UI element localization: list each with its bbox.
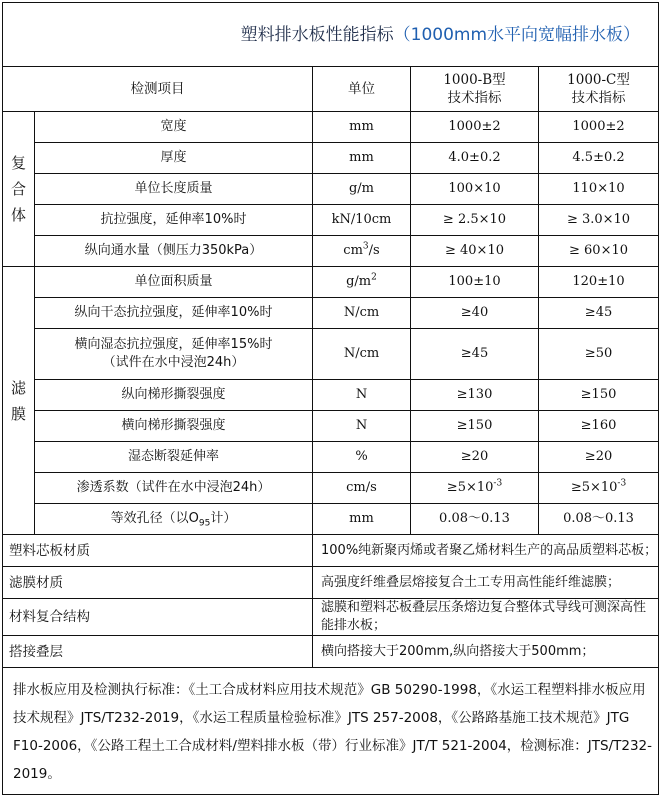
row-c-value: ≥ 3.0×10: [539, 205, 659, 236]
header-b-line2: 技术指标: [447, 90, 502, 106]
unit-superscript: 2: [371, 272, 377, 283]
row-c-value: 1000±2: [539, 112, 659, 143]
title-row: [3, 3, 659, 67]
row-b-value: [411, 473, 539, 504]
row-c-value: ≥45: [539, 298, 659, 329]
table-row: [3, 380, 659, 411]
row-c-value: 4.5±0.2: [539, 143, 659, 174]
group-char: 合: [10, 180, 26, 198]
group-char: 膜: [10, 404, 26, 423]
row-item: [35, 329, 313, 380]
row-c-value: ≥50: [539, 329, 659, 380]
row-item: 抗拉强度，延伸率10%时: [35, 205, 313, 236]
item-rest: 计）: [210, 511, 237, 526]
row-item: 纵向通水量（侧压力350kPa）: [35, 236, 313, 267]
row-item: 厚度: [35, 143, 313, 174]
unit-superscript: 3: [362, 241, 369, 252]
material-text: 高强度纤维叠层熔接复合土工专用高性能纤维滤膜；: [313, 567, 659, 599]
table-row: [3, 473, 659, 504]
item-base: 等效孔径（以O: [110, 511, 199, 526]
material-label: 塑料芯板材质: [3, 535, 313, 567]
row-c-value: 110×10: [539, 174, 659, 205]
material-row: [3, 636, 659, 668]
row-item: 渗透系数（试件在水中浸泡24h）: [35, 473, 313, 504]
header-b: [411, 67, 539, 112]
row-unit: mm: [313, 112, 411, 143]
header-unit: 单位: [313, 67, 411, 112]
table-row: [3, 298, 659, 329]
value-base: ≥5×10: [570, 480, 618, 495]
group-label-composite: [3, 112, 35, 267]
row-b-value: 1000±2: [411, 112, 539, 143]
header-c: [539, 67, 659, 112]
row-item-line2: （试件在水中浸泡24h）: [102, 355, 245, 370]
row-b-value: 0.08～0.13: [411, 504, 539, 535]
table-row: [3, 504, 659, 535]
row-b-value: ≥ 2.5×10: [411, 205, 539, 236]
header-c-line2: 技术指标: [571, 90, 626, 106]
row-b-value: ≥130: [411, 380, 539, 411]
material-row: [3, 599, 659, 636]
material-text: 滤膜和塑料芯板叠层压条熔边复合整体式导线可测深高性能排水板；: [313, 599, 659, 636]
row-unit: N: [313, 411, 411, 442]
row-item: 纵向梯形撕裂强度: [35, 380, 313, 411]
row-b-value: 4.0±0.2: [411, 143, 539, 174]
table-row: [3, 267, 659, 298]
row-item: 纵向干态抗拉强度，延伸率10%时: [35, 298, 313, 329]
material-label: 滤膜材质: [3, 567, 313, 599]
unit-base: cm: [343, 243, 363, 258]
row-b-value: ≥20: [411, 442, 539, 473]
title-sub: （1000mm水平向宽幅排水板）: [393, 24, 641, 45]
value-superscript: -3: [493, 478, 503, 489]
row-b-value: ≥ 40×10: [411, 236, 539, 267]
row-item: 单位面积质量: [35, 267, 313, 298]
row-unit: %: [313, 442, 411, 473]
group-char: 滤: [10, 378, 26, 397]
row-unit: kN/10cm: [313, 205, 411, 236]
item-subscript: 95: [198, 518, 211, 529]
value-base: ≥5×10: [446, 480, 494, 495]
table-row: [3, 174, 659, 205]
row-unit: cm/s: [313, 473, 411, 504]
material-text: 横向搭接大于200mm,纵向搭接大于500mm；: [313, 636, 659, 668]
group-char: 复: [10, 154, 26, 172]
table-row: [3, 112, 659, 143]
row-b-value: ≥40: [411, 298, 539, 329]
unit-base: g/m: [346, 274, 372, 289]
footer-row: [3, 668, 659, 795]
row-b-value: ≥150: [411, 411, 539, 442]
standards-note: 排水板应用及检测执行标准：《土工合成材料应用技术规范》GB 50290-1998，《水运工程塑料排水板应用技术规程》JTS/T232-2019，《水运工程质量检验标准》JTS 257-2008，《公路路基施工技术规范》JTG F10-2006，《公路工程土工合成材料/塑料排水板（带）行业标准》JT/T 521-2004，检测标准：JTS/T232-2019。: [3, 668, 659, 795]
material-row: [3, 567, 659, 599]
spec-sheet: [2, 2, 658, 791]
group-label-filter: [3, 267, 35, 535]
row-b-value: 100×10: [411, 174, 539, 205]
material-label: 材料复合结构: [3, 599, 313, 636]
material-row: [3, 535, 659, 567]
row-unit: N: [313, 380, 411, 411]
header-row: [3, 67, 659, 112]
row-item-line1: 横向湿态抗拉强度，延伸率15%时: [74, 337, 273, 352]
table-row: [3, 442, 659, 473]
row-unit: mm: [313, 143, 411, 174]
row-c-value: [539, 473, 659, 504]
spec-table: [2, 2, 659, 795]
table-row: [3, 411, 659, 442]
row-c-value: ≥ 60×10: [539, 236, 659, 267]
table-row: [3, 205, 659, 236]
row-c-value: ≥160: [539, 411, 659, 442]
row-unit: N/cm: [313, 298, 411, 329]
group-char: 体: [10, 206, 26, 224]
row-unit: g/m: [313, 174, 411, 205]
header-b-line1: 1000-B型: [443, 72, 506, 88]
row-c-value: 0.08～0.13: [539, 504, 659, 535]
row-item: 湿态断裂延伸率: [35, 442, 313, 473]
row-c-value: ≥20: [539, 442, 659, 473]
row-unit: [313, 236, 411, 267]
row-b-value: ≥45: [411, 329, 539, 380]
row-c-value: ≥150: [539, 380, 659, 411]
unit-rest: /s: [368, 243, 380, 258]
material-label: 搭接叠层: [3, 636, 313, 668]
value-superscript: -3: [617, 478, 627, 489]
material-text: 100%纯新聚丙烯或者聚乙烯材料生产的高品质塑料芯板；: [313, 535, 659, 567]
row-unit: N/cm: [313, 329, 411, 380]
table-row: [3, 329, 659, 380]
table-row: [3, 236, 659, 267]
row-b-value: 100±10: [411, 267, 539, 298]
row-c-value: 120±10: [539, 267, 659, 298]
header-item: 检测项目: [3, 67, 313, 112]
row-unit: [313, 267, 411, 298]
row-item: [35, 504, 313, 535]
title-main: 塑料排水板性能指标: [240, 24, 394, 45]
header-c-line1: 1000-C型: [567, 72, 630, 88]
row-item: 单位长度质量: [35, 174, 313, 205]
table-row: [3, 143, 659, 174]
row-unit: mm: [313, 504, 411, 535]
row-item: 横向梯形撕裂强度: [35, 411, 313, 442]
page-title: [3, 3, 659, 67]
row-item: 宽度: [35, 112, 313, 143]
